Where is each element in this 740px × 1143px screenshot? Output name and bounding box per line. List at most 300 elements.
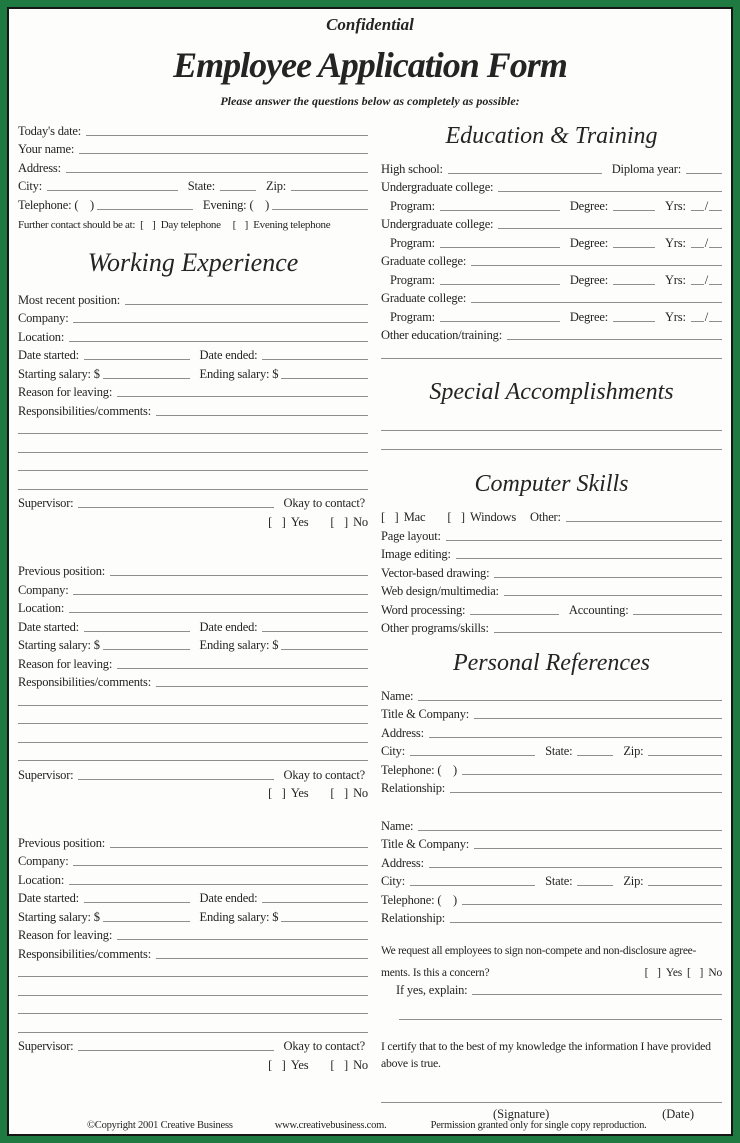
undergrad-college-label: Undergraduate college: bbox=[381, 217, 494, 231]
comments-row bbox=[18, 709, 368, 728]
program-label: Program: bbox=[390, 272, 435, 287]
company-blank[interactable] bbox=[73, 865, 368, 866]
date-ended-blank[interactable] bbox=[262, 359, 368, 360]
undergrad-college-label: Undergraduate college: bbox=[381, 180, 494, 194]
confidential-label: Confidential bbox=[326, 15, 414, 34]
agreement-concern-row bbox=[381, 960, 722, 979]
program-label: Program: bbox=[390, 309, 435, 324]
computer-skills-heading: Computer Skills bbox=[474, 470, 629, 497]
telephone-parens: ( ) bbox=[74, 197, 94, 212]
date-label: (Date) bbox=[662, 1106, 694, 1121]
ref-relationship-row bbox=[381, 908, 722, 927]
responsibilities-blank[interactable] bbox=[156, 686, 368, 687]
accomplishments-row bbox=[381, 434, 722, 453]
windows-label: Windows bbox=[470, 510, 517, 524]
no-checkbox[interactable]: [ ] bbox=[330, 786, 349, 800]
other-education-row bbox=[381, 325, 722, 344]
starting-salary-label: Starting salary: $ bbox=[18, 366, 100, 381]
okay-to-contact-yesno-row bbox=[18, 511, 368, 530]
supervisor-label: Supervisor: bbox=[18, 767, 74, 782]
dates-row bbox=[18, 888, 368, 907]
zip-label: Zip: bbox=[266, 179, 287, 193]
high-school-blank[interactable] bbox=[448, 173, 602, 174]
ref-name-row bbox=[381, 685, 722, 704]
evening-telephone-blank[interactable] bbox=[272, 209, 368, 210]
other-education-blank-line[interactable] bbox=[381, 358, 722, 359]
web-design-row bbox=[381, 581, 722, 600]
other-education-cont-row bbox=[381, 343, 722, 362]
page-layout-row bbox=[381, 525, 722, 544]
degree-blank[interactable] bbox=[613, 284, 655, 285]
degree-label: Degree: bbox=[569, 198, 608, 213]
word-processing-label: Word processing: bbox=[381, 602, 466, 617]
city-label: City: bbox=[18, 179, 43, 193]
reason-label: Reason for leaving: bbox=[18, 928, 113, 942]
position-blank[interactable] bbox=[125, 304, 368, 305]
comments-blank-line[interactable] bbox=[18, 723, 368, 724]
if-yes-blank-line[interactable] bbox=[399, 1019, 722, 1020]
responsibilities-row bbox=[18, 943, 368, 962]
starting-salary-label: Starting salary: $ bbox=[18, 909, 100, 924]
agreement-section bbox=[381, 943, 722, 1023]
ref-city-blank[interactable] bbox=[410, 755, 535, 756]
supervisor-row bbox=[18, 493, 368, 512]
platform-other-blank[interactable] bbox=[566, 521, 722, 522]
page-title: Employee Application Form bbox=[173, 45, 567, 85]
position-label: Previous position: bbox=[18, 835, 106, 850]
degree-label: Degree: bbox=[569, 309, 608, 324]
company-row bbox=[18, 308, 368, 327]
company-label: Company: bbox=[18, 854, 69, 868]
ending-salary-blank[interactable] bbox=[281, 378, 368, 379]
accounting-blank[interactable] bbox=[633, 614, 722, 615]
yes-label: Yes bbox=[290, 786, 309, 800]
ref-title-company-label: Title & Company: bbox=[381, 707, 470, 721]
date-started-blank[interactable] bbox=[84, 631, 190, 632]
date-started-label: Date started: bbox=[18, 891, 79, 905]
reason-row bbox=[18, 382, 368, 401]
comments-row bbox=[18, 980, 368, 999]
date-started-blank[interactable] bbox=[84, 359, 190, 360]
responsibilities-label: Responsibilities/comments: bbox=[18, 403, 151, 418]
address-row bbox=[18, 157, 368, 176]
supervisor-row bbox=[18, 764, 368, 783]
comments-blank-line[interactable] bbox=[18, 452, 368, 453]
yes-checkbox[interactable]: [ ] bbox=[268, 1057, 286, 1072]
address-label: Address: bbox=[18, 160, 61, 175]
starting-salary-label: Starting salary: $ bbox=[18, 638, 100, 652]
date-ended-blank[interactable] bbox=[262, 902, 368, 903]
yes-label: Yes bbox=[290, 1057, 309, 1072]
evening-parens: ( ) bbox=[249, 197, 270, 212]
ref-zip-label: Zip: bbox=[623, 874, 644, 888]
todays-date-row bbox=[18, 120, 368, 139]
todays-date-blank[interactable] bbox=[86, 135, 368, 136]
supervisor-blank[interactable] bbox=[78, 507, 273, 508]
word-processing-blank[interactable] bbox=[470, 614, 559, 615]
responsibilities-row bbox=[18, 400, 368, 419]
grad-college-label: Graduate college: bbox=[381, 254, 467, 268]
concern-no-checkbox[interactable]: [ ] bbox=[687, 967, 704, 979]
if-yes-row bbox=[381, 979, 722, 998]
position-label: Most recent position: bbox=[18, 292, 121, 307]
page-footer bbox=[9, 1120, 731, 1131]
ending-salary-blank[interactable] bbox=[281, 649, 368, 650]
comments-blank-line[interactable] bbox=[18, 995, 368, 996]
comments-blank-line[interactable] bbox=[18, 742, 368, 743]
undergrad-college-blank[interactable] bbox=[498, 191, 722, 192]
no-label: No bbox=[353, 1057, 368, 1072]
comments-row bbox=[18, 456, 368, 475]
yrs-label: Yrs: bbox=[664, 198, 686, 213]
date-started-label: Date started: bbox=[18, 348, 79, 362]
evening-telephone-option-label: Evening telephone bbox=[253, 219, 331, 231]
position-row bbox=[18, 561, 368, 580]
yrs-to-blank[interactable] bbox=[709, 210, 722, 211]
concern-yes-label: Yes bbox=[665, 967, 683, 979]
location-row bbox=[18, 869, 368, 888]
telephone-label: Telephone: bbox=[18, 197, 72, 212]
job-block-1 bbox=[18, 289, 368, 530]
accomplishments-heading: Special Accomplishments bbox=[429, 378, 674, 405]
yrs-label: Yrs: bbox=[664, 272, 686, 287]
telephone-row bbox=[18, 194, 368, 213]
if-yes-cont-row bbox=[399, 1005, 722, 1024]
ref-city-label: City: bbox=[381, 874, 406, 888]
program-blank[interactable] bbox=[440, 284, 560, 285]
city-blank[interactable] bbox=[47, 190, 178, 191]
ref-title-company-row bbox=[381, 834, 722, 853]
signature-blank[interactable] bbox=[381, 1102, 722, 1103]
ref-city-state-zip-row bbox=[381, 741, 722, 760]
yrs-label: Yrs: bbox=[664, 235, 686, 250]
comments-row bbox=[18, 962, 368, 981]
yrs-from-blank[interactable] bbox=[691, 321, 704, 322]
further-contact-row bbox=[18, 213, 368, 232]
yrs-from-blank[interactable] bbox=[691, 210, 704, 211]
okay-to-contact-label: Okay to contact? bbox=[283, 1039, 365, 1053]
okay-to-contact-yesno-row bbox=[18, 783, 368, 802]
yrs-from-blank[interactable] bbox=[691, 284, 704, 285]
location-blank[interactable] bbox=[69, 884, 368, 885]
starting-salary-blank[interactable] bbox=[103, 378, 190, 379]
program-label: Program: bbox=[390, 198, 435, 213]
diploma-year-label: Diploma year: bbox=[611, 161, 681, 176]
concern-yes-checkbox[interactable]: [ ] bbox=[644, 967, 661, 979]
if-yes-blank[interactable] bbox=[472, 994, 722, 995]
supervisor-blank[interactable] bbox=[78, 779, 273, 780]
platform-row bbox=[381, 507, 722, 526]
ref-relationship-row bbox=[381, 778, 722, 797]
form-instructions: Please answer the questions below as completely as possible: bbox=[220, 94, 520, 108]
high-school-row bbox=[381, 158, 722, 177]
yrs-to-blank[interactable] bbox=[709, 247, 722, 248]
accounting-label: Accounting: bbox=[568, 602, 629, 617]
job-block-2 bbox=[18, 561, 368, 802]
company-row bbox=[18, 851, 368, 870]
comments-blank-line[interactable] bbox=[18, 1013, 368, 1014]
undergrad-college-row bbox=[381, 177, 722, 196]
your-name-blank[interactable] bbox=[79, 153, 368, 154]
ref-address-row bbox=[381, 722, 722, 741]
comments-blank-line[interactable] bbox=[18, 433, 368, 434]
salary-row bbox=[18, 363, 368, 382]
yes-checkbox[interactable]: [ ] bbox=[268, 514, 286, 529]
grad-college-blank[interactable] bbox=[471, 302, 722, 303]
ending-salary-blank[interactable] bbox=[281, 921, 368, 922]
agreement-text-line2: ments. Is this a concern? bbox=[381, 967, 490, 979]
program-row bbox=[381, 306, 722, 325]
degree-blank[interactable] bbox=[613, 210, 655, 211]
comments-blank-line[interactable] bbox=[18, 470, 368, 471]
comments-row bbox=[18, 999, 368, 1018]
undergrad-college-row bbox=[381, 214, 722, 233]
comments-row bbox=[18, 727, 368, 746]
image-editing-blank[interactable] bbox=[456, 558, 722, 559]
company-blank[interactable] bbox=[73, 322, 368, 323]
your-name-label: Your name: bbox=[18, 142, 75, 156]
ref-telephone-parens: ( ) bbox=[437, 892, 457, 907]
ref-state-label: State: bbox=[545, 874, 573, 888]
evening-telephone-checkbox[interactable]: [ ] bbox=[232, 219, 249, 231]
other-education-label: Other education/training: bbox=[381, 328, 503, 342]
no-label: No bbox=[353, 514, 368, 529]
okay-to-contact-label: Okay to contact? bbox=[283, 767, 365, 782]
date-ended-label: Date ended: bbox=[199, 891, 258, 905]
reason-blank[interactable] bbox=[117, 396, 368, 397]
agreement-text-line1: We request all employees to sign non-compete and non-disclosure agree- bbox=[381, 945, 696, 957]
program-blank[interactable] bbox=[440, 247, 560, 248]
ref-relationship-blank[interactable] bbox=[450, 922, 722, 923]
grad-college-row bbox=[381, 251, 722, 270]
state-blank[interactable] bbox=[220, 190, 256, 191]
city-state-zip-row bbox=[18, 176, 368, 195]
program-blank[interactable] bbox=[440, 321, 560, 322]
comments-row bbox=[18, 690, 368, 709]
day-telephone-option-label: Day telephone bbox=[160, 219, 221, 231]
page-layout-blank[interactable] bbox=[446, 540, 722, 541]
reason-row bbox=[18, 925, 368, 944]
degree-blank[interactable] bbox=[613, 247, 655, 248]
yrs-to-blank[interactable] bbox=[709, 284, 722, 285]
vector-drawing-label: Vector-based drawing: bbox=[381, 565, 490, 580]
ref-state-blank[interactable] bbox=[577, 885, 613, 886]
responsibilities-blank[interactable] bbox=[156, 958, 368, 959]
degree-blank[interactable] bbox=[613, 321, 655, 322]
company-blank[interactable] bbox=[73, 594, 368, 595]
comments-row bbox=[18, 746, 368, 765]
accomplishments-blank-line[interactable] bbox=[381, 449, 722, 450]
platform-other-label: Other: bbox=[530, 510, 561, 524]
ref-zip-blank[interactable] bbox=[648, 755, 722, 756]
other-programs-blank[interactable] bbox=[494, 632, 722, 633]
concern-no-label: No bbox=[708, 967, 722, 979]
ending-salary-label: Ending salary: $ bbox=[199, 366, 279, 381]
ref-address-blank[interactable] bbox=[429, 867, 722, 868]
yrs-slash: / bbox=[704, 272, 708, 287]
image-editing-row bbox=[381, 544, 722, 563]
comments-blank-line[interactable] bbox=[18, 489, 368, 490]
position-blank[interactable] bbox=[110, 575, 368, 576]
responsibilities-blank[interactable] bbox=[156, 415, 368, 416]
copyright-text: ©Copyright 2001 Creative Business bbox=[87, 1120, 233, 1131]
location-blank[interactable] bbox=[69, 341, 368, 342]
yrs-from-blank[interactable] bbox=[691, 247, 704, 248]
date-started-label: Date started: bbox=[18, 619, 79, 634]
windows-checkbox[interactable]: [ ] bbox=[447, 510, 466, 524]
ref-relationship-label: Relationship: bbox=[381, 781, 446, 795]
program-row bbox=[381, 195, 722, 214]
references-heading: Personal References bbox=[452, 650, 651, 676]
word-processing-row bbox=[381, 599, 722, 618]
zip-blank[interactable] bbox=[291, 190, 368, 191]
yrs-slash: / bbox=[704, 198, 708, 213]
salary-row bbox=[18, 635, 368, 654]
ref-name-blank[interactable] bbox=[418, 700, 722, 701]
ending-salary-label: Ending salary: $ bbox=[199, 909, 279, 924]
signature-line-row bbox=[381, 1087, 722, 1106]
web-design-label: Web design/multimedia: bbox=[381, 584, 499, 598]
web-design-blank[interactable] bbox=[504, 595, 722, 596]
comments-row bbox=[18, 474, 368, 493]
salary-row bbox=[18, 906, 368, 925]
reason-row bbox=[18, 653, 368, 672]
supervisor-row bbox=[18, 1036, 368, 1055]
location-label: Location: bbox=[18, 872, 65, 887]
ref-state-label: State: bbox=[545, 744, 573, 758]
ref-telephone-parens: ( ) bbox=[437, 762, 457, 777]
ref-title-company-blank[interactable] bbox=[474, 848, 722, 849]
reason-blank[interactable] bbox=[117, 939, 368, 940]
form-header bbox=[18, 15, 722, 109]
ref-address-blank[interactable] bbox=[429, 737, 722, 738]
reason-label: Reason for leaving: bbox=[18, 656, 113, 671]
supervisor-blank[interactable] bbox=[78, 1050, 273, 1051]
ref-name-blank[interactable] bbox=[418, 830, 722, 831]
no-checkbox[interactable]: [ ] bbox=[330, 1057, 349, 1072]
vector-drawing-blank[interactable] bbox=[494, 577, 722, 578]
education-heading: Education & Training bbox=[445, 123, 658, 149]
inner-frame bbox=[7, 7, 733, 1136]
starting-salary-blank[interactable] bbox=[103, 921, 190, 922]
ref-title-company-row bbox=[381, 704, 722, 723]
ref-city-label: City: bbox=[381, 744, 406, 758]
mac-checkbox[interactable]: [ ] bbox=[381, 510, 399, 524]
form-columns bbox=[18, 120, 722, 1122]
okay-to-contact-yesno-row bbox=[18, 1054, 368, 1073]
permission-text: Permission granted only for single copy reproduction. bbox=[430, 1120, 647, 1131]
left-column bbox=[18, 120, 368, 1122]
ref-zip-blank[interactable] bbox=[648, 885, 722, 886]
reason-label: Reason for leaving: bbox=[18, 385, 113, 399]
other-education-blank[interactable] bbox=[507, 339, 722, 340]
mac-label: Mac bbox=[403, 510, 426, 524]
vector-drawing-row bbox=[381, 562, 722, 581]
ref-city-blank[interactable] bbox=[410, 885, 535, 886]
company-label: Company: bbox=[18, 311, 69, 325]
ref-address-label: Address: bbox=[381, 725, 424, 740]
location-label: Location: bbox=[18, 329, 65, 344]
okay-to-contact-label: Okay to contact? bbox=[283, 496, 365, 510]
program-label: Program: bbox=[390, 235, 435, 250]
degree-label: Degree: bbox=[569, 272, 608, 287]
day-telephone-blank[interactable] bbox=[97, 209, 193, 210]
no-checkbox[interactable]: [ ] bbox=[330, 514, 349, 529]
location-label: Location: bbox=[18, 601, 65, 615]
diploma-year-blank[interactable] bbox=[686, 173, 722, 174]
location-row bbox=[18, 598, 368, 617]
ref-title-company-label: Title & Company: bbox=[381, 837, 470, 851]
ref-telephone-label: Telephone: bbox=[381, 762, 435, 777]
ref-address-row bbox=[381, 852, 722, 871]
ref-address-label: Address: bbox=[381, 855, 424, 870]
accomplishments-blank-line[interactable] bbox=[381, 430, 722, 431]
comments-blank-line[interactable] bbox=[18, 976, 368, 977]
program-row bbox=[381, 232, 722, 251]
dates-row bbox=[18, 616, 368, 635]
yrs-slash: / bbox=[704, 309, 708, 324]
no-label: No bbox=[353, 786, 368, 800]
yes-checkbox[interactable]: [ ] bbox=[268, 786, 286, 800]
comments-blank-line[interactable] bbox=[18, 1032, 368, 1033]
address-blank[interactable] bbox=[66, 172, 368, 173]
other-programs-row bbox=[381, 618, 722, 637]
program-blank[interactable] bbox=[440, 210, 560, 211]
comments-blank-line[interactable] bbox=[18, 705, 368, 706]
responsibilities-row bbox=[18, 672, 368, 691]
responsibilities-label: Responsibilities/comments: bbox=[18, 675, 151, 689]
yrs-label: Yrs: bbox=[664, 309, 686, 324]
starting-salary-blank[interactable] bbox=[103, 649, 190, 650]
accomplishments-row bbox=[381, 416, 722, 435]
image-editing-label: Image editing: bbox=[381, 547, 451, 561]
day-telephone-checkbox[interactable]: [ ] bbox=[140, 219, 156, 231]
comments-row bbox=[18, 1017, 368, 1036]
location-row bbox=[18, 326, 368, 345]
undergrad-college-blank[interactable] bbox=[498, 228, 722, 229]
comments-blank-line[interactable] bbox=[18, 760, 368, 761]
ref-name-label: Name: bbox=[381, 818, 414, 833]
supervisor-label: Supervisor: bbox=[18, 496, 74, 510]
ref-title-company-blank[interactable] bbox=[474, 718, 722, 719]
job-block-3 bbox=[18, 832, 368, 1073]
ref-telephone-row bbox=[381, 759, 722, 778]
date-ended-label: Date ended: bbox=[199, 619, 258, 634]
position-row bbox=[18, 832, 368, 851]
yes-label: Yes bbox=[290, 514, 309, 529]
date-started-blank[interactable] bbox=[84, 902, 190, 903]
degree-label: Degree: bbox=[569, 235, 608, 250]
location-blank[interactable] bbox=[69, 612, 368, 613]
ref-telephone-blank[interactable] bbox=[462, 904, 722, 905]
ref-name-row bbox=[381, 815, 722, 834]
website-text: www.creativebusiness.com. bbox=[274, 1120, 387, 1131]
ref-telephone-blank[interactable] bbox=[462, 774, 722, 775]
high-school-label: High school: bbox=[381, 161, 443, 176]
grad-college-blank[interactable] bbox=[471, 265, 722, 266]
other-programs-label: Other programs/skills: bbox=[381, 621, 489, 635]
yrs-to-blank[interactable] bbox=[709, 321, 722, 322]
ref-telephone-label: Telephone: bbox=[381, 892, 435, 907]
signature-label: (Signature) bbox=[493, 1106, 550, 1121]
date-ended-blank[interactable] bbox=[262, 631, 368, 632]
ref-relationship-blank[interactable] bbox=[450, 792, 722, 793]
company-label: Company: bbox=[18, 582, 69, 597]
position-blank[interactable] bbox=[110, 847, 368, 848]
reference-block-1 bbox=[381, 685, 722, 796]
reason-blank[interactable] bbox=[117, 668, 368, 669]
ref-state-blank[interactable] bbox=[577, 755, 613, 756]
